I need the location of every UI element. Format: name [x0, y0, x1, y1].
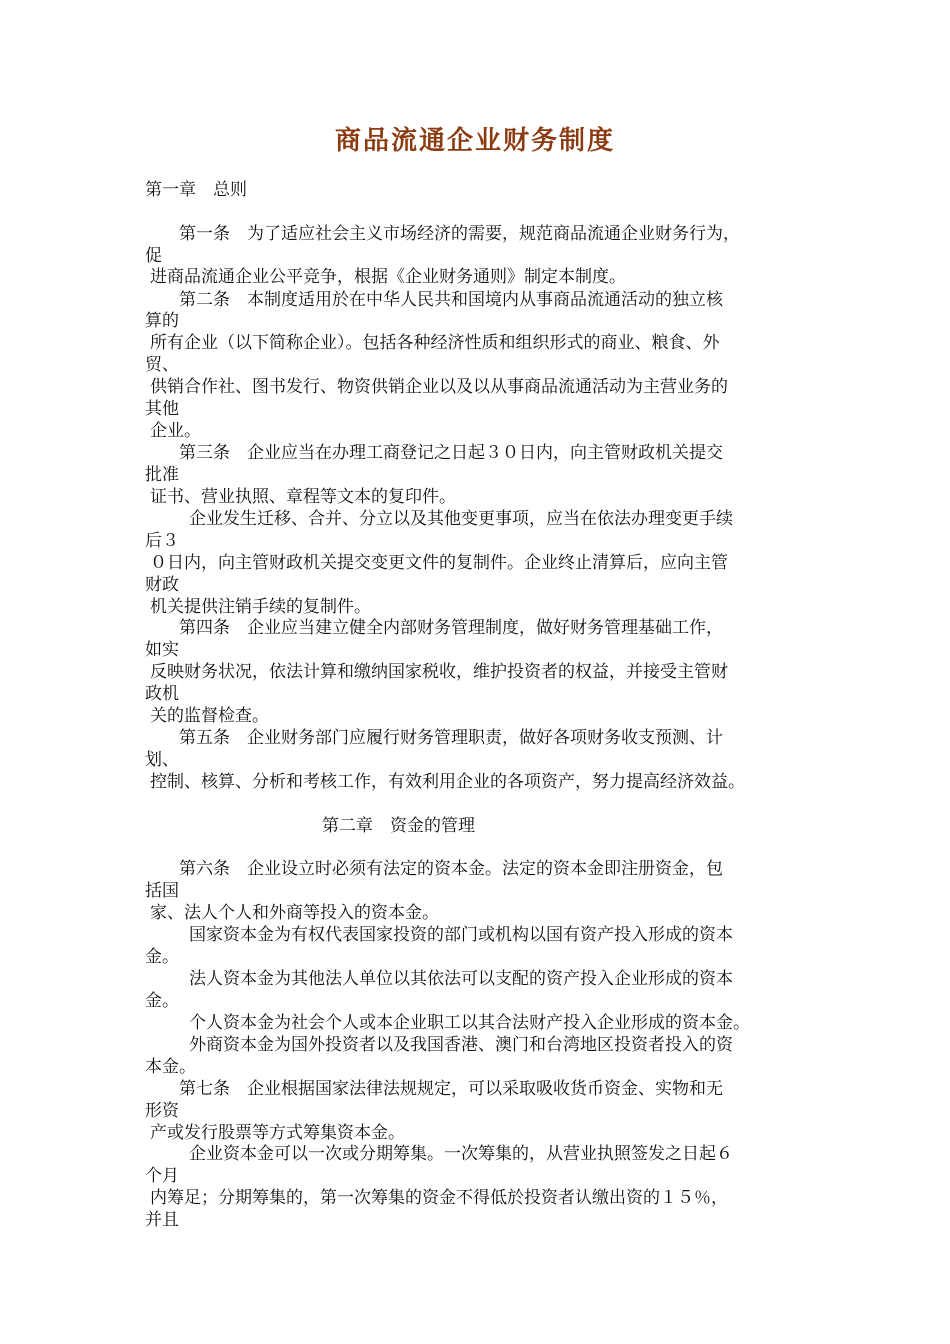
article-line: 批准 [145, 465, 179, 485]
article-line: 第七条 企业根据国家法律法规规定，可以采取吸收货币资金、实物和无 [179, 1079, 723, 1099]
article-line: 财政 [145, 575, 179, 595]
article-line: 其他 [145, 399, 179, 419]
article-line: 括国 [145, 881, 179, 901]
article-line: 关的监督检查。 [150, 706, 269, 726]
article-line: 政机 [145, 684, 179, 704]
article-line: 机关提供注销手续的复制件。 [150, 597, 371, 617]
article-line: 金。 [145, 991, 179, 1011]
article-line: 个人资本金为社会个人或本企业职工以其合法财产投入企业形成的资本金。 [189, 1013, 750, 1033]
article-line: 法人资本金为其他法人单位以其依法可以支配的资产投入企业形成的资本 [189, 969, 733, 989]
article-line: 内筹足；分期筹集的，第一次筹集的资金不得低於投资者认缴出资的１５％， [150, 1188, 728, 1208]
article-line: 所有企业（以下简称企业）。包括各种经济性质和组织形式的商业、粮食、外 [150, 333, 720, 353]
article-line: 企业。 [150, 421, 201, 441]
article-line: 国家资本金为有权代表国家投资的部门或机构以国有资产投入形成的资本 [189, 925, 733, 945]
article-line: 企业发生迁移、合并、分立以及其他变更事项，应当在依法办理变更手续 [189, 509, 733, 529]
article-line: 产或发行股票等方式筹集资本金。 [150, 1123, 405, 1143]
article-line: 第六条 企业设立时必须有法定的资本金。法定的资本金即注册资金，包 [179, 859, 723, 879]
article-line: 企业资本金可以一次或分期筹集。一次筹集的，从营业执照签发之日起６ [189, 1144, 733, 1164]
article-line: ０日内，向主管财政机关提交变更文件的复制件。企业终止清算后，应向主管 [150, 553, 728, 573]
article-line: 并且 [145, 1210, 179, 1230]
document-title: 商品流通企业财务制度 [334, 126, 615, 156]
article-line: 第五条 企业财务部门应履行财务管理职责，做好各项财务收支预测、计 [179, 728, 723, 748]
article-line: 家、法人个人和外商等投入的资本金。 [150, 903, 439, 923]
article-line: 第一条 为了适应社会主义市场经济的需要，规范商品流通企业财务行为， [179, 224, 740, 244]
article-line: 第三条 企业应当在办理工商登记之日起３０日内，向主管财政机关提交 [179, 443, 723, 463]
article-line: 反映财务状况，依法计算和缴纳国家税收，维护投资者的权益，并接受主管财 [150, 662, 728, 682]
article-line: 贸、 [145, 355, 179, 375]
article-line: 如实 [145, 640, 179, 660]
article-line: 促 [145, 246, 162, 266]
article-line: 划、 [145, 750, 179, 770]
article-line: 第四条 企业应当建立健全内部财务管理制度，做好财务管理基础工作， [179, 618, 723, 638]
article-line: 形资 [145, 1101, 179, 1121]
article-line: 本金。 [145, 1057, 196, 1077]
article-line: 证书、营业执照、章程等文本的复印件。 [150, 487, 456, 507]
article-line: 个月 [145, 1166, 179, 1186]
chapter-heading: 第二章 资金的管理 [322, 816, 475, 836]
article-line: 算的 [145, 311, 179, 331]
article-line: 金。 [145, 947, 179, 967]
article-line: 外商资本金为国外投资者以及我国香港、澳门和台湾地区投资者投入的资 [189, 1035, 733, 1055]
article-line: 进商品流通企业公平竞争，根据《企业财务通则》制定本制度。 [150, 267, 626, 287]
chapter-heading: 第一章 总则 [145, 180, 247, 200]
article-line: 控制、核算、分析和考核工作，有效利用企业的各项资产，努力提高经济效益。 [150, 772, 745, 792]
article-line: 后３ [145, 531, 179, 551]
article-line: 第二条 本制度适用於在中华人民共和国境内从事商品流通活动的独立核 [179, 290, 723, 310]
article-line: 供销合作社、图书发行、物资供销企业以及以从事商品流通活动为主营业务的 [150, 377, 728, 397]
